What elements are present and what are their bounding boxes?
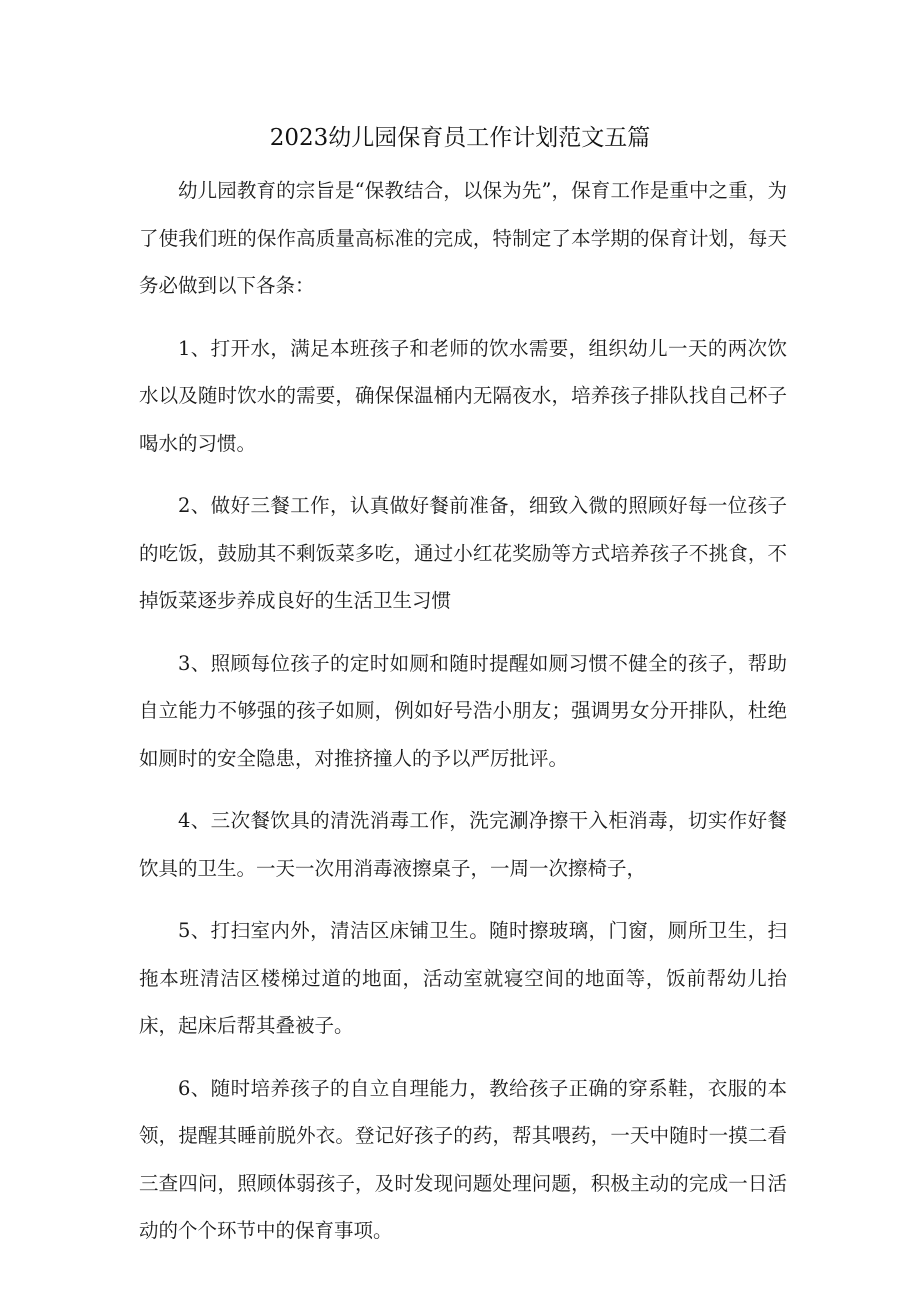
item-paragraph-1: 1、打开水，满足本班孩子和老师的饮水需要，组织幼儿一天的两次饮水以及随时饮水的需要，确保保温桶内无隔夜水，培养孩子排队找自己杯子喝水的习惯。 (139, 336, 787, 455)
item-paragraph-6: 6、随时培养孩子的自立自理能力，教给孩子正确的穿系鞋，衣服的本领，提醒其睡前脱外衣。登记好孩子的药，帮其喂药，一天中随时一摸二看三查四问，照顾体弱孩子，及时发现问题处理问题，积极主动的完成一日活动的个个环节中的保育事项。 (139, 1076, 787, 1242)
item-paragraph-2: 2、做好三餐工作，认真做好餐前准备，细致入微的照顾好每一位孩子的吃饭，鼓励其不剩饭菜多吃，通过小红花奖励等方式培养孩子不挑食，不掉饭菜逐步养成良好的生活卫生习惯 (139, 494, 787, 612)
document-body (139, 167, 787, 1270)
item-paragraph-4: 4、三次餐饮具的清洗消毒工作，洗完涮净擦干入柜消毒，切实作好餐饮具的卫生。一天一次用消毒液擦桌子，一周一次擦椅子， (139, 809, 787, 880)
intro-paragraph: 幼儿园教育的宗旨是“保教结合，以保为先”，保育工作是重中之重，为了使我们班的保作高质量高标准的完成，特制定了本学期的保育计划，每天务必做到以下各条： (139, 179, 787, 297)
document-title: 2023幼儿园保育员工作计划范文五篇 (269, 125, 651, 151)
item-paragraph-5: 5、打扫室内外，清洁区床铺卫生。随时擦玻璃，门窗，厕所卫生，扫拖本班清洁区楼梯过道的地面，活动室就寝空间的地面等，饭前帮幼儿抬床，起床后帮其叠被子。 (139, 919, 787, 1037)
item-paragraph-3: 3、照顾每位孩子的定时如厕和随时提醒如厕习惯不健全的孩子，帮助自立能力不够强的孩子如厕，例如好号浩小朋友；强调男女分开排队，杜绝如厕时的安全隐患，对推挤撞人的予以严厉批评。 (139, 651, 787, 770)
